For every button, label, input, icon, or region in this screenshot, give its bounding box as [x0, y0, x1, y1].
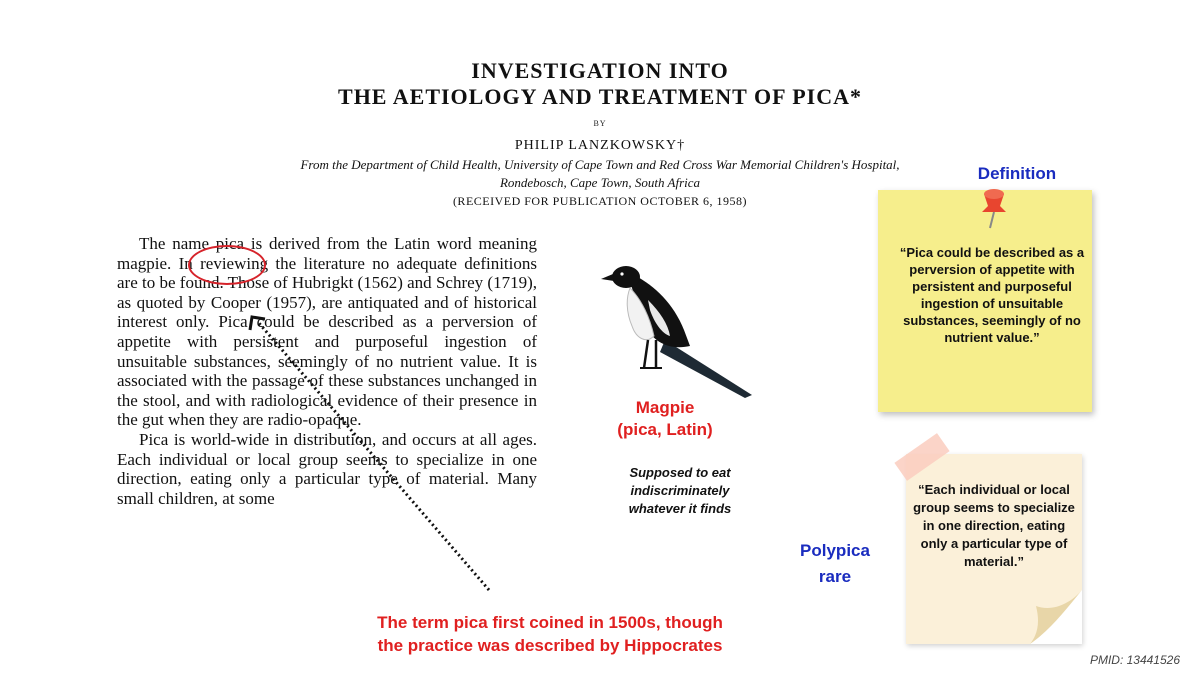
- author-name: PHILIP LANZKOWSKY†: [514, 138, 686, 153]
- article-title-line-2: THE AETIOLOGY AND TREATMENT OF PICA*: [338, 84, 862, 109]
- polypica-label: [790, 538, 880, 590]
- magpie-label-line-1: Magpie: [635, 398, 695, 417]
- definition-label: Definition: [977, 164, 1057, 183]
- dotted-arrow: [250, 317, 489, 590]
- polypica-label-line-2: rare: [818, 567, 852, 586]
- term-origin-line-1: The term pica first coined in 1500s, though: [377, 613, 723, 632]
- specialization-quote: “Each individual or local group seems to specialize in one direction, eating only a particular type of material.”: [913, 482, 1075, 569]
- magpie-note-line-1: Supposed to eat: [629, 465, 731, 480]
- magpie-note-line-3: whatever it finds: [628, 501, 732, 516]
- body-paragraph-1: The name pica is derived from the Latin word meaning magpie. In reviewing the literature no adequate definitions are to be found. Those of Hubrigkt (1562) and Schrey (1719), as quoted by Cooper (1957), are antiquated and of historical interest only. Pica could be described as a perversion of appetite with persistent and purposeful ingestion of unsuitable substances, seemingly of no nutrient value. It is associated with the passage of these substances unchanged in the stool, and with radiological evidence of their presence in the gut when they are radio-opaque.: [117, 234, 537, 430]
- magpie-note: [600, 464, 760, 518]
- magpie-illustration-icon: [601, 266, 752, 398]
- definition-quote: “Pica could be described as a perversion of appetite with persistent and purposeful ingestion of unsuitable substances, seemingly of no nutrient value.”: [899, 245, 1085, 345]
- affiliation-line-2: Rondebosch, Cape Town, South Africa: [499, 175, 701, 190]
- received-date: (RECEIVED FOR PUBLICATION OCTOBER 6, 1958): [452, 194, 748, 208]
- polypica-label-line-1: Polypica: [800, 541, 870, 560]
- body-paragraph-2: Pica is world-wide in distribution, and occurs at all ages. Each individual or local group seems to specialize in one direction, eating only a particular type of material. Many small children, at some: [117, 429, 537, 508]
- byline-label: BY: [593, 119, 607, 128]
- term-origin-note: [330, 611, 770, 657]
- magpie-note-line-2: indiscriminately: [630, 483, 730, 498]
- magpie-label: [590, 397, 740, 441]
- affiliation-line-1: From the Department of Child Health, University of Cape Town and Red Cross War Memorial Children's Hospital,: [300, 157, 900, 172]
- article-title-line-1: INVESTIGATION INTO: [471, 58, 729, 83]
- magpie-label-line-2: (pica, Latin): [617, 420, 713, 439]
- pmid-reference: PMID: 13441526: [1089, 653, 1180, 667]
- term-origin-line-2: the practice was described by Hippocrates: [377, 636, 723, 655]
